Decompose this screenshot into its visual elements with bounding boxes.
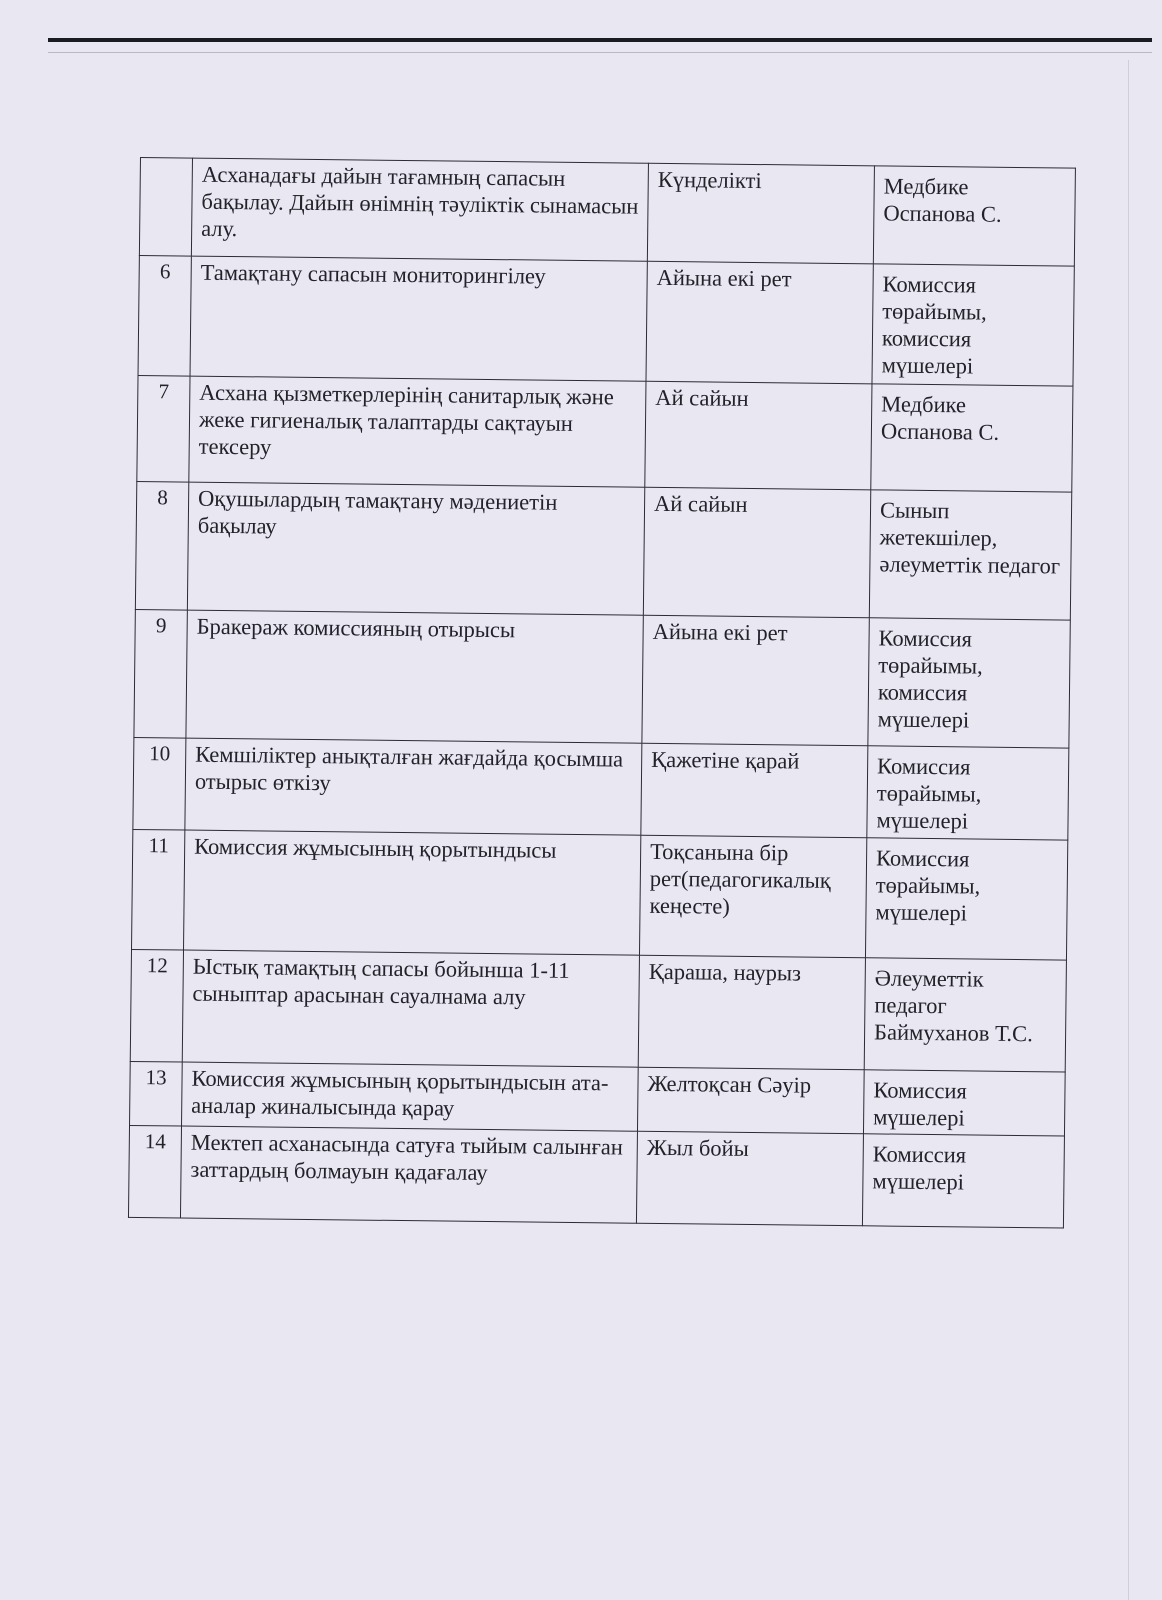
responsible-cell: Комиссия мүшелері [863,1070,1065,1136]
activity-cell: Кемшіліктер анықталған жағдайда қосымша отырыс өткізу [185,738,642,835]
row-number: 13 [130,1061,183,1126]
responsible-cell: Медбике Оспанова С. [873,166,1075,266]
responsible-cell: Комиссия төрайымы, мүшелері [867,746,1069,840]
row-number: 6 [138,255,191,376]
right-edge-line [1128,60,1129,1600]
period-cell: Қараша, наурыз [638,955,865,1070]
period-cell: Ай сайын [645,381,872,490]
table-row [138,255,1074,386]
activity-cell: Комиссия жұмысының қорытындысын ата-аналар жиналысында қарау [182,1062,639,1131]
activity-cell: Оқушылардың тамақтану мәдениетін бақылау [187,482,644,615]
period-cell: Желтоқсан Сәуір [637,1067,864,1134]
table-row [137,375,1073,492]
top-border-line [48,38,1152,42]
row-number: 8 [135,481,188,610]
table-row [135,481,1071,620]
row-number: 10 [133,737,186,830]
responsible-cell: Комиссия мүшелері [862,1134,1064,1228]
period-cell: Тоқсанына бір рет(педагогикалық кеңесте) [639,835,866,958]
row-number [139,158,192,257]
period-cell: Ай сайын [643,487,870,618]
table-row [130,949,1066,1072]
responsible-cell: Сынып жетекшілер, әлеуметтік педагог [869,490,1071,620]
row-number: 11 [132,829,185,950]
responsible-cell: Комиссия төрайымы, комиссия мүшелері [872,264,1074,386]
activity-cell: Асханадағы дайын тағамның сапасын бақылау. Дайын өнімнің тәуліктік сынамасын алу. [191,158,648,261]
row-number: 7 [137,375,190,482]
table-row [134,609,1070,748]
period-cell: Жыл бойы [636,1131,863,1226]
table-row [133,737,1069,840]
period-cell: Айына екі рет [642,615,869,746]
responsible-cell: Комиссия төрайымы, мүшелері [865,838,1067,960]
activity-cell: Тамақтану сапасын мониторингілеу [190,256,647,381]
period-cell: Айына екі рет [646,261,873,384]
activity-cell: Мектеп асханасында сатуға тыйым салынған заттардың болмауын қадағалау [180,1126,637,1223]
activity-cell: Комиссия жұмысының қорытындысы [184,830,641,955]
table-row [139,158,1075,267]
table-row [132,829,1068,960]
period-cell: Күнделікті [647,163,874,264]
responsible-cell: Әлеуметтік педагог Баймуханов Т.С. [864,958,1066,1072]
table-row [128,1125,1064,1228]
plan-table [128,157,1076,1229]
activity-cell: Ыстық тамақтың сапасы бойынша 1-11 сыныптар арасынан сауалнама алу [182,950,639,1067]
row-number: 9 [134,609,187,738]
table-row [130,1061,1066,1136]
row-number: 12 [130,949,183,1062]
responsible-cell: Медбике Оспанова С. [871,384,1073,492]
responsible-cell: Комиссия төрайымы, комиссия мүшелері [868,618,1070,748]
period-cell: Қажетіне қарай [641,743,868,838]
top-border-thin-line [48,52,1152,53]
row-number: 14 [128,1125,181,1218]
activity-cell: Бракераж комиссияның отырысы [186,610,643,743]
activity-cell: Асхана қызметкерлерінің санитарлық және жеке гигиеналық талаптарды сақтауын тексеру [189,376,646,487]
